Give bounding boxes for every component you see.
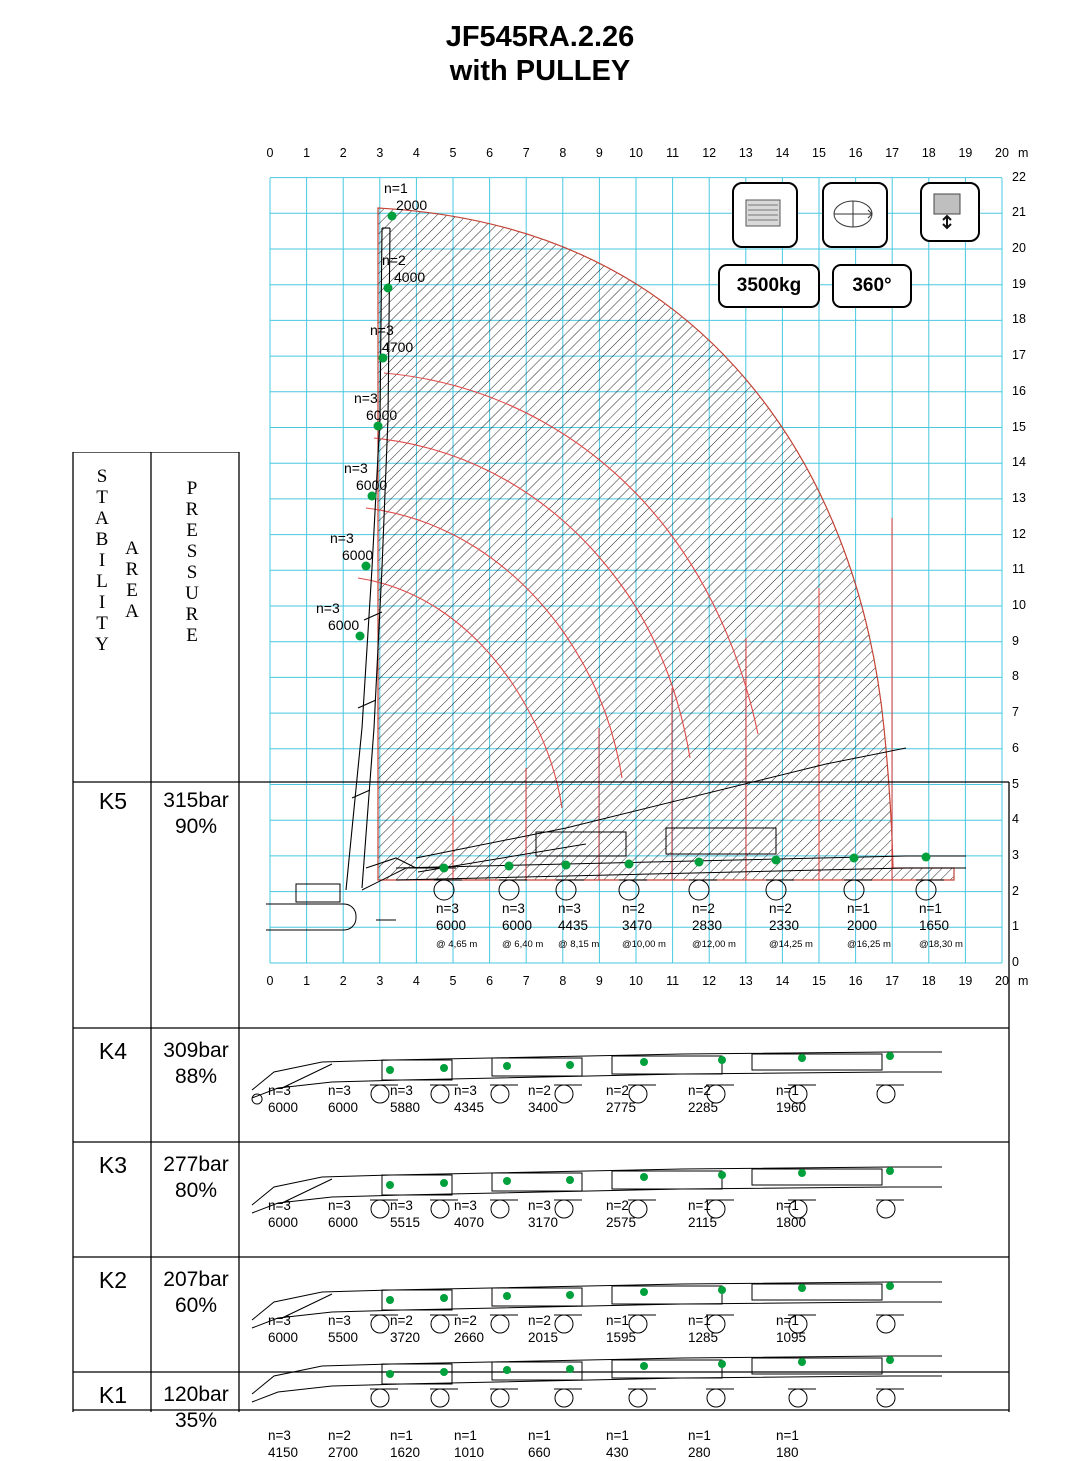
row-load-label: n=2 2575: [606, 1198, 637, 1230]
pressure-percent: 90%: [174, 815, 218, 838]
x-unit-bottom: m: [1018, 974, 1029, 988]
row-load-label: n=3 6000: [328, 1198, 359, 1230]
row-load-label: n=3 6000: [268, 1313, 299, 1345]
row-load-label: n=3 5515: [390, 1198, 421, 1230]
row-load-label: n=3 6000: [328, 1083, 359, 1115]
x-tick-top: 20: [995, 146, 1009, 160]
x-tick-bottom: 10: [629, 974, 643, 988]
row-load-label: n=1 2115: [688, 1198, 718, 1230]
horizontal-load-label: n=1 2000 @16,25 m: [847, 901, 891, 950]
stability-area-cell: K1: [98, 1382, 128, 1408]
capacity-badge: [718, 264, 820, 308]
vertical-load-label: n=2 4000: [382, 252, 426, 285]
y-tick: 10: [1012, 598, 1026, 612]
y-tick: 16: [1012, 383, 1026, 398]
y-tick: 18: [1012, 312, 1026, 327]
vertical-load-label: n=3 6000: [344, 460, 388, 493]
x-tick-top: 0: [266, 146, 274, 160]
x-tick-bottom: 11: [666, 974, 680, 988]
x-tick-bottom: 15: [812, 974, 826, 988]
horizontal-load-label: n=3 6000 @ 4,65 m: [436, 901, 478, 950]
x-tick-top: 19: [958, 146, 973, 160]
row-load-label: n=3 4070: [454, 1198, 485, 1230]
x-tick-bottom: 6: [486, 974, 494, 988]
header-letter: T: [96, 613, 108, 634]
row-load-label: n=1 1010: [454, 1428, 485, 1460]
x-tick-top: 10: [629, 146, 643, 160]
header-letter: R: [185, 604, 199, 625]
y-tick: 2: [1012, 883, 1019, 898]
row-load-label: n=1 1620: [390, 1428, 421, 1460]
stability-pressure-table: [72, 452, 1010, 1460]
row-load-label: n=1 1095: [776, 1313, 807, 1345]
horizontal-load-label: n=2 2830 @12,00 m: [692, 901, 736, 950]
row-load-label: n=2 3720: [390, 1313, 421, 1345]
header-letter: E: [186, 625, 198, 646]
y-tick: 14: [1012, 455, 1026, 470]
y-tick: 21: [1012, 205, 1026, 220]
header-letter: P: [186, 478, 198, 499]
row-load-label: n=1 280: [688, 1428, 711, 1460]
horizontal-load-label: n=2 3470 @10,00 m: [622, 901, 666, 950]
pressure-value: 315bar: [163, 789, 229, 812]
x-tick-bottom: 19: [958, 974, 973, 988]
y-tick: 8: [1012, 669, 1019, 684]
y-tick: 20: [1012, 241, 1026, 255]
jib-extension-icon-box: [920, 182, 980, 242]
horizontal-load-label: n=3 6000 @ 6,40 m: [502, 901, 544, 950]
pressure-value: 207bar: [163, 1268, 229, 1291]
row-load-label: n=3 4150: [268, 1428, 299, 1460]
header-letter: S: [186, 541, 198, 562]
row-load-label: n=2 2285: [688, 1083, 719, 1115]
stability-area-cell: K4: [98, 1038, 128, 1064]
x-tick-bottom: 12: [702, 974, 717, 988]
header-letter: T: [96, 487, 108, 508]
x-unit-top: m: [1018, 146, 1029, 160]
x-tick-top: 17: [885, 146, 900, 160]
area-header: [120, 538, 144, 622]
x-tick-top: 2: [339, 146, 347, 160]
x-tick-bottom: 2: [339, 974, 347, 988]
row-load-label: n=1 1285: [688, 1313, 719, 1345]
x-tick-bottom: 5: [449, 974, 457, 988]
capacity-badge-label: 3500kg: [736, 275, 802, 296]
outrigger-plate-icon: [734, 184, 792, 242]
y-tick: 5: [1012, 776, 1019, 791]
horizontal-load-label: n=2 2330 @14,25 m: [769, 901, 813, 950]
row-load-label: n=1 660: [528, 1428, 551, 1460]
y-tick: 15: [1012, 419, 1026, 434]
jib-extension-icon: [922, 184, 974, 236]
stability-area-cell: K2: [98, 1267, 128, 1293]
pressure-value: 120bar: [163, 1383, 229, 1406]
x-tick-bottom: 13: [738, 974, 753, 988]
stability-area-cell: K3: [98, 1152, 128, 1178]
vertical-load-label: n=3 6000: [354, 390, 398, 423]
pressure-cell: [152, 788, 240, 840]
y-tick: 9: [1012, 633, 1019, 648]
x-tick-top: 9: [595, 146, 603, 160]
header-letter: E: [186, 520, 198, 541]
pressure-percent: 88%: [174, 1065, 218, 1088]
outrigger-plate-icon-box: [732, 182, 798, 248]
vertical-load-label: n=3 6000: [316, 600, 360, 633]
row-load-label: n=2 2700: [328, 1428, 359, 1460]
slew-360-icon: [824, 184, 882, 242]
x-tick-bottom: 16: [848, 974, 863, 988]
y-tick: 1: [1012, 919, 1019, 934]
horizontal-load-label: n=3 4435 @ 8,15 m: [558, 901, 600, 950]
x-tick-top: 3: [376, 146, 384, 160]
header-letter: B: [95, 529, 109, 550]
row-load-label: n=1 1800: [776, 1198, 807, 1230]
title-line-2: with PULLEY: [449, 55, 631, 87]
header-letter: U: [185, 583, 199, 604]
header-letter: S: [96, 466, 108, 487]
x-tick-top: 16: [848, 146, 863, 160]
row-load-label: n=3 6000: [268, 1198, 299, 1230]
x-tick-bottom: 3: [376, 974, 384, 988]
stability-header: [90, 466, 114, 655]
header-letter: I: [98, 592, 106, 613]
pressure-cell: [152, 1382, 240, 1434]
pressure-percent: 60%: [174, 1294, 218, 1317]
rotation-badge: [832, 264, 912, 308]
pressure-value: 277bar: [163, 1153, 229, 1176]
x-tick-bottom: 20: [995, 974, 1009, 988]
row-load-label: n=3 5880: [390, 1083, 421, 1115]
row-load-label: n=1 1960: [776, 1083, 807, 1115]
x-tick-top: 4: [412, 146, 420, 160]
x-tick-bottom: 0: [266, 974, 274, 988]
crane-silhouette-k1: [252, 1356, 942, 1407]
x-tick-top: 1: [303, 146, 311, 160]
x-tick-top: 6: [486, 146, 494, 160]
pressure-header: [180, 478, 204, 646]
row-load-label: n=3 5500: [328, 1313, 359, 1345]
title-line-1: JF545RA.2.26: [445, 21, 635, 53]
y-tick: 12: [1012, 526, 1026, 541]
pressure-cell: [152, 1267, 240, 1319]
y-tick: 11: [1012, 562, 1025, 577]
header-letter: E: [126, 580, 138, 601]
y-tick: 0: [1012, 955, 1019, 969]
pressure-cell: [152, 1038, 240, 1090]
row-load-label: n=3 4345: [454, 1083, 485, 1115]
vertical-load-label: n=1 2000: [384, 180, 428, 213]
x-tick-bottom: 7: [522, 974, 530, 988]
row-load-label: n=2 2775: [606, 1083, 637, 1115]
page-title: [0, 20, 1080, 88]
x-tick-bottom: 14: [775, 974, 790, 988]
y-tick: 13: [1012, 490, 1026, 505]
row-load-label: n=3 3170: [528, 1198, 559, 1230]
header-letter: I: [98, 550, 106, 571]
pressure-percent: 35%: [174, 1409, 218, 1432]
x-tick-top: 14: [775, 146, 790, 160]
pressure-cell: [152, 1152, 240, 1204]
x-tick-bottom: 4: [412, 974, 420, 988]
x-tick-bottom: 1: [303, 974, 311, 988]
row-load-label: n=3 6000: [268, 1083, 299, 1115]
x-tick-top: 13: [738, 146, 753, 160]
x-tick-top: 8: [559, 146, 567, 160]
x-tick-top: 12: [702, 146, 717, 160]
row-load-label: n=1 430: [606, 1428, 629, 1460]
y-tick: 7: [1012, 705, 1019, 720]
pressure-percent: 80%: [174, 1179, 218, 1202]
header-letter: R: [185, 499, 199, 520]
y-tick: 6: [1012, 740, 1019, 755]
header-letter: S: [186, 562, 198, 583]
header-letter: A: [125, 601, 139, 622]
x-tick-bottom: 18: [921, 974, 936, 988]
y-tick: 22: [1012, 169, 1026, 184]
y-tick: 3: [1012, 847, 1019, 862]
rotation-badge-label: 360°: [852, 275, 892, 296]
header-letter: A: [95, 508, 109, 529]
y-tick: 4: [1012, 812, 1019, 827]
x-tick-bottom: 8: [559, 974, 567, 988]
header-letter: Y: [95, 634, 109, 655]
x-tick-bottom: 17: [885, 974, 900, 988]
row-load-label: n=1 180: [776, 1428, 799, 1460]
pressure-value: 309bar: [163, 1039, 229, 1062]
header-letter: A: [125, 538, 139, 559]
row-load-label: n=2 2660: [454, 1313, 485, 1345]
row-load-label: n=2 3400: [528, 1083, 559, 1115]
x-tick-bottom: 9: [595, 974, 603, 988]
row-load-label: n=2 2015: [528, 1313, 559, 1345]
x-tick-top: 11: [666, 146, 680, 160]
vertical-load-label: n=3 4700: [370, 322, 414, 355]
horizontal-load-label: n=1 1650 @18,30 m: [919, 901, 963, 950]
stability-area-cell: K5: [98, 788, 128, 814]
header-letter: R: [125, 559, 139, 580]
x-tick-top: 5: [449, 146, 457, 160]
row-load-label: n=1 1595: [606, 1313, 637, 1345]
y-tick: 17: [1012, 348, 1026, 363]
slew-360-icon-box: [822, 182, 888, 248]
x-tick-top: 15: [812, 146, 826, 160]
header-letter: L: [96, 571, 108, 592]
y-tick: 19: [1012, 276, 1026, 291]
x-tick-top: 18: [921, 146, 936, 160]
vertical-load-label: n=3 6000: [330, 530, 374, 563]
x-tick-top: 7: [522, 146, 530, 160]
